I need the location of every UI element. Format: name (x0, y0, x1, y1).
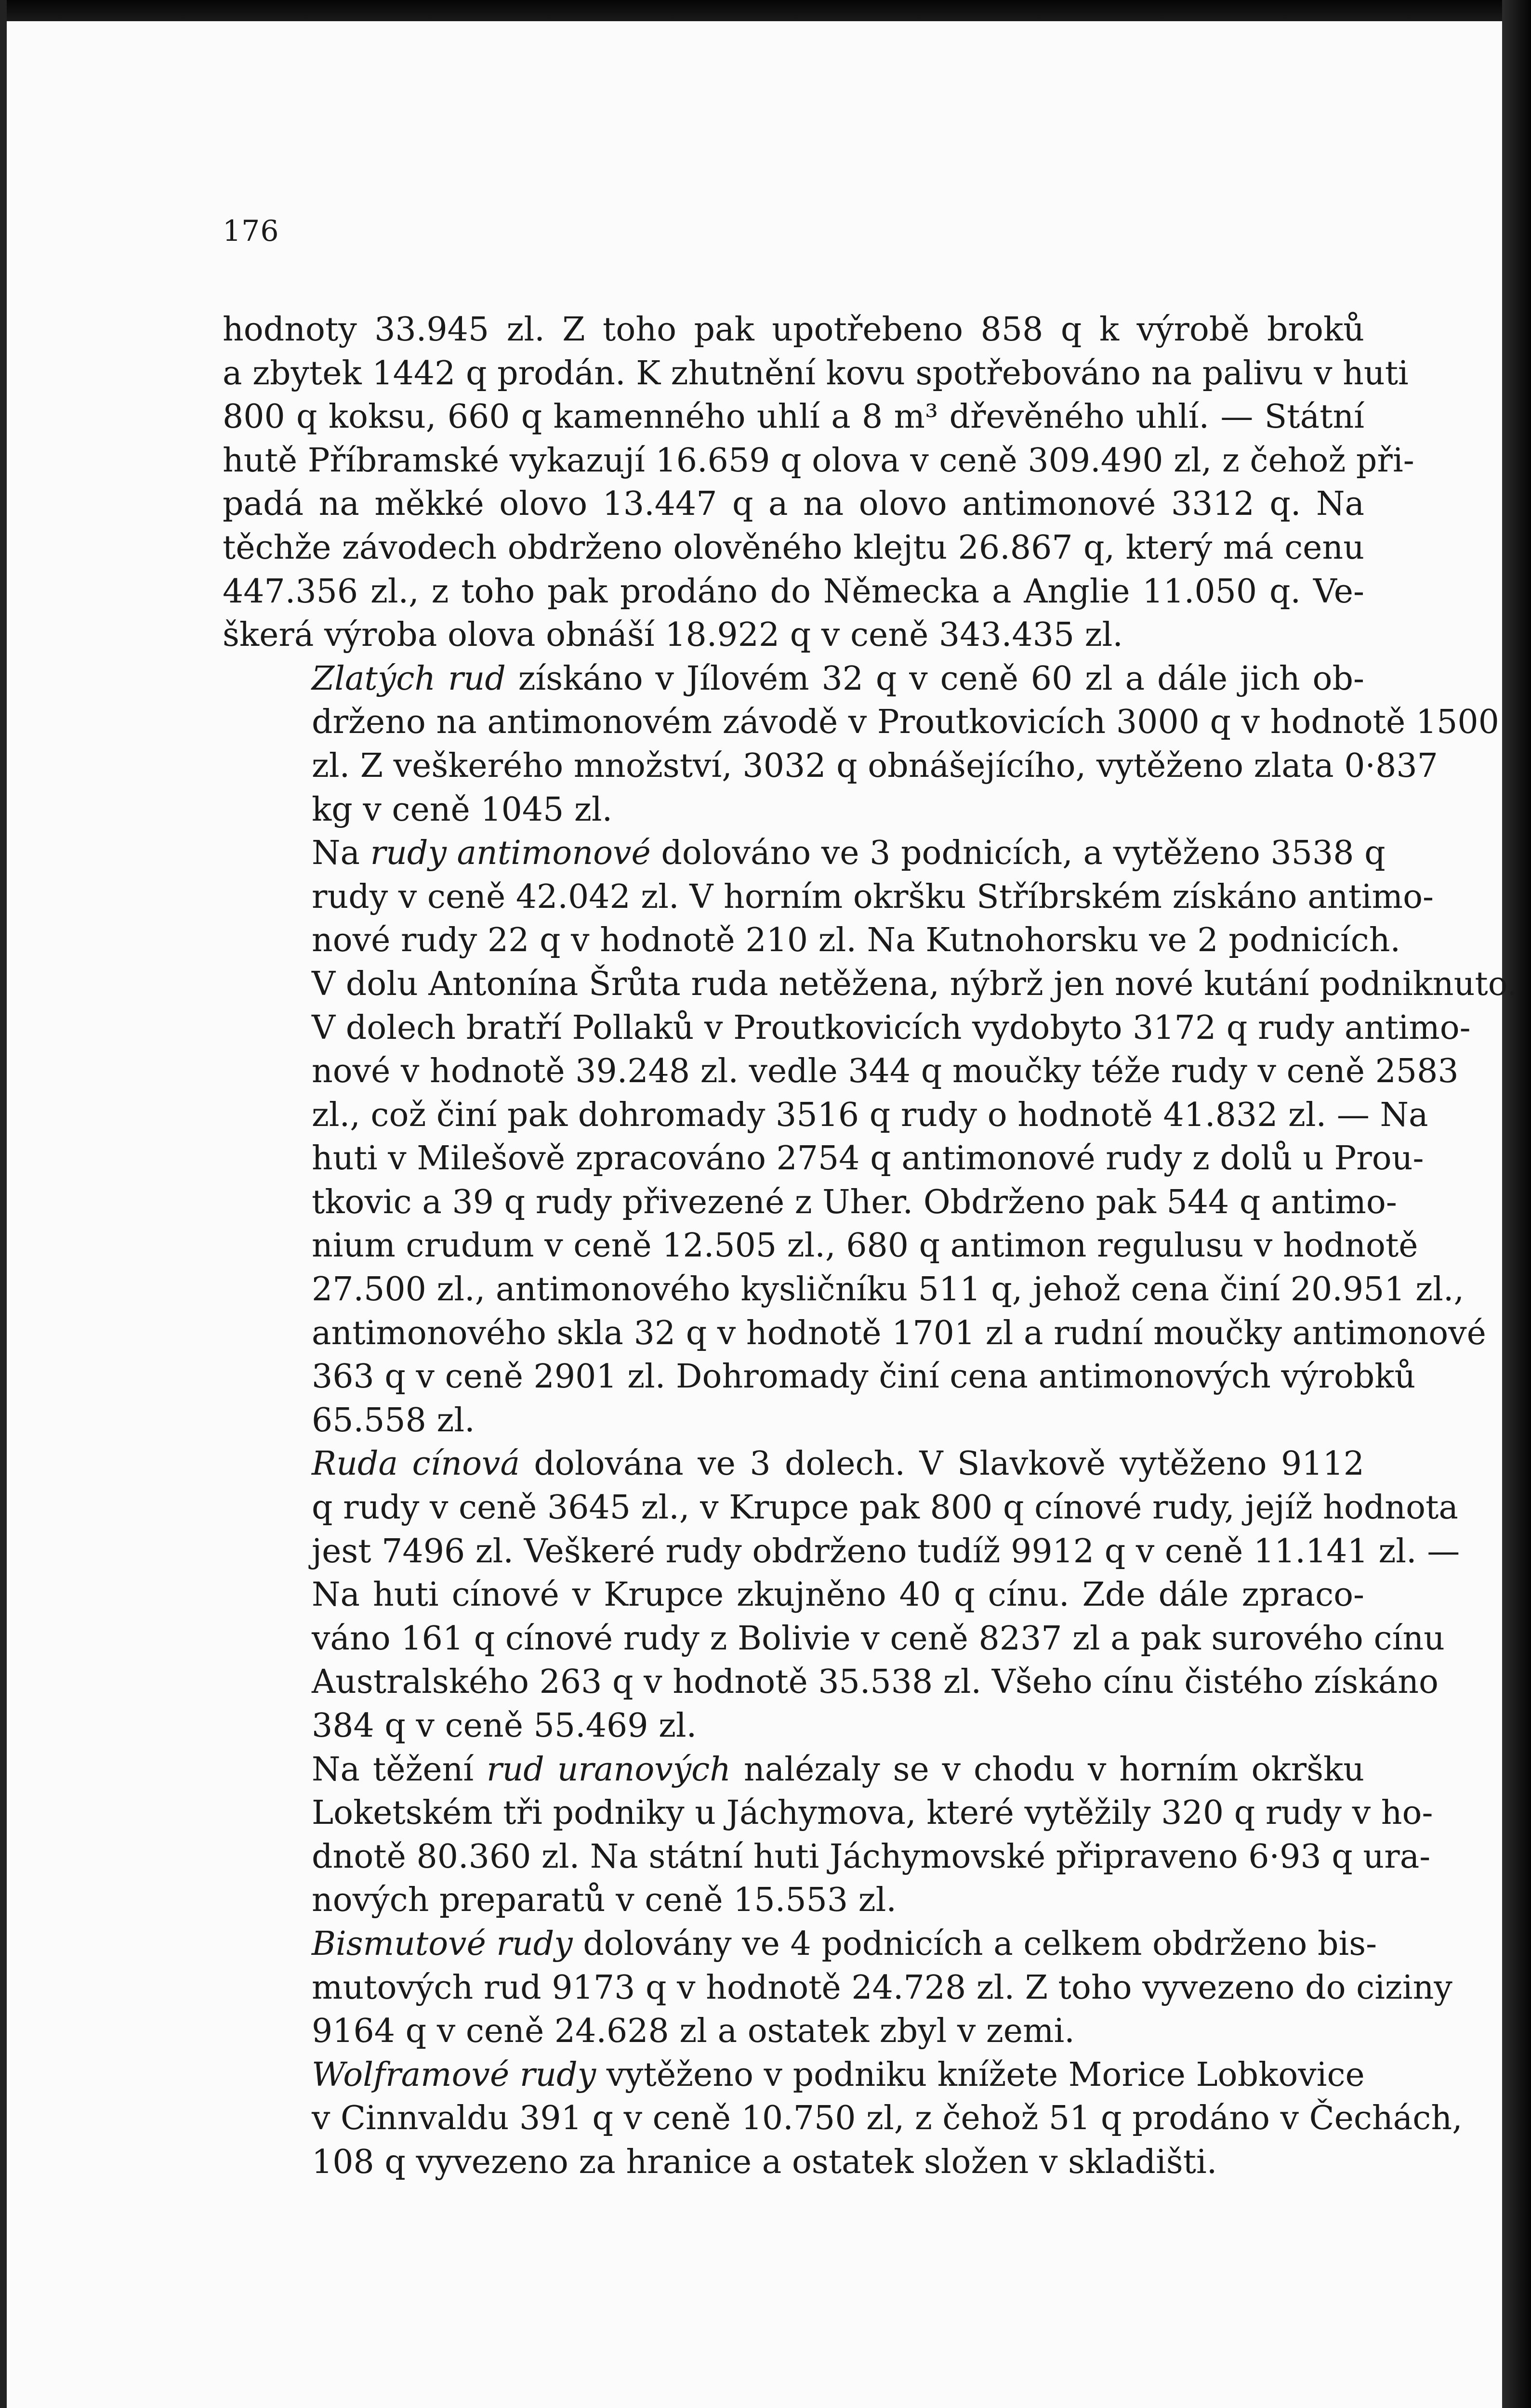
text-line (223, 1442, 1364, 1486)
line-text: v Cinnvaldu 391 q v ceně 10.750 zl, z čehož 51 q prodáno v Čechách, (312, 2099, 1463, 2138)
text-line (223, 308, 1364, 352)
text-line (223, 1573, 1364, 1617)
line-text: 108 q vyvezeno za hranice a ostatek složen v skladišti. (312, 2143, 1217, 2181)
text-line (223, 1966, 1452, 2010)
line-text: 800 q koksu, 660 q kamenného uhlí a 8 m³ dřevěného uhlí. — Státní (223, 398, 1364, 436)
text-line (223, 2010, 1364, 2054)
line-text: Na huti cínové v Krupce zkujněno 40 q cínu. Zde dále zpraco- (312, 1576, 1364, 1614)
text-line (223, 876, 1434, 919)
book-page (223, 212, 1518, 2185)
paragraph (223, 308, 1414, 657)
text-line (223, 1094, 1428, 1138)
text-line (223, 570, 1364, 614)
line-text: kg v ceně 1045 zl. (312, 790, 613, 829)
text-line (223, 832, 1386, 876)
text-line (223, 395, 1364, 439)
text-line (223, 701, 1499, 745)
paragraph (223, 832, 1518, 1442)
text-line (223, 1748, 1364, 1792)
text-line (223, 1137, 1424, 1181)
scan-edge-left (0, 0, 7, 2408)
italic-mineral-term: Ruda cínová (312, 1445, 520, 1483)
line-text: nových preparatů v ceně 15.553 zl. (312, 1881, 897, 1920)
italic-mineral-term: Wolframové rudy (312, 2055, 596, 2094)
line-text: škerá výroba olova obnáší 18.922 q v ceně 343.435 zl. (223, 616, 1123, 654)
text-line (223, 1923, 1377, 1966)
scan-edge-top (0, 0, 1531, 21)
line-text: antimonového skla 32 q v hodnotě 1701 zl a rudní moučky antimonové (312, 1314, 1486, 1352)
text-line (223, 963, 1518, 1007)
text-line (223, 1835, 1431, 1879)
paragraph-lead-text: Na těžení (312, 1750, 487, 1789)
paragraph-lead-text: Na (312, 834, 370, 873)
text-line (223, 1007, 1471, 1050)
text-line (223, 1704, 1364, 1748)
line-text: padá na měkké olovo 13.447 q a na olovo antimonové 3312 q. Na (223, 485, 1364, 523)
line-text: Australského 263 q v hodnotě 35.538 zl. Všeho cínu čistého získáno (312, 1663, 1439, 1701)
text-line (223, 1661, 1439, 1704)
line-text: huti v Milešově zpracováno 2754 q antimonové rudy z dolů u Prou- (312, 1139, 1424, 1178)
text-line (223, 1399, 1364, 1443)
text-line (223, 1181, 1397, 1225)
line-text: dolovány ve 4 podnicích a celkem obdrženo bis- (572, 1924, 1377, 1963)
line-text: a zbytek 1442 q prodán. K zhutnění kovu spotřebováno na palivu v huti (223, 354, 1409, 393)
line-text: drženo na antimonovém závodě v Proutkovicích 3000 q v hodnotě 1500 (312, 703, 1499, 742)
text-line (223, 1050, 1459, 1094)
text-line (223, 614, 1364, 657)
line-text: Loketském tři podniky u Jáchymova, které vytěžily 320 q rudy v ho- (312, 1794, 1433, 1832)
paragraph (223, 657, 1499, 832)
line-text: 384 q v ceně 55.469 zl. (312, 1707, 697, 1745)
text-line (223, 919, 1401, 963)
body-text (223, 308, 1518, 2185)
text-line (223, 1486, 1458, 1530)
line-text: tkovic a 39 q rudy přivezené z Uher. Obdrženo pak 544 q antimo- (312, 1183, 1397, 1221)
text-line (223, 1224, 1418, 1268)
line-text: 65.558 zl. (312, 1401, 475, 1440)
line-text: nium crudum v ceně 12.505 zl., 680 q antimon regulusu v hodnotě (312, 1227, 1418, 1265)
text-line (223, 788, 1364, 832)
text-line (223, 2097, 1463, 2141)
text-line (223, 483, 1364, 526)
text-line (223, 1879, 1364, 1923)
line-text: hutě Příbramské vykazují 16.659 q olova v ceně 309.490 zl, z čehož při- (223, 441, 1414, 480)
paragraph (223, 1923, 1452, 2054)
line-text: V dolech bratří Pollaků v Proutkovicích vydobyto 3172 q rudy antimo- (312, 1008, 1471, 1047)
scan-edge-right (1502, 0, 1531, 2408)
text-line (223, 745, 1438, 788)
line-text: nové rudy 22 q v hodnotě 210 zl. Na Kutnohorsku ve 2 podnicích. (312, 921, 1401, 960)
line-text: mutových rud 9173 q v hodnotě 24.728 zl. Z toho vyvezeno do ciziny (312, 1968, 1452, 2007)
paragraph (223, 2054, 1463, 2185)
line-text: dolováno ve 3 podnicích, a vytěženo 3538 q (650, 834, 1386, 873)
text-line (223, 1355, 1416, 1399)
line-text: 363 q v ceně 2901 zl. Dohromady činí cena antimonových výrobků (312, 1358, 1416, 1396)
italic-mineral-term: Zlatých rud (312, 659, 506, 698)
line-text: rudy v ceně 42.042 zl. V horním okršku Stříbrském získáno antimo- (312, 877, 1434, 916)
line-text: V dolu Antonína Šrůta ruda netěžena, nýbrž jen nové kutání podniknuto. (312, 965, 1518, 1003)
page-number: 176 (223, 214, 279, 248)
line-text: váno 161 q cínové rudy z Bolivie v ceně 8237 zl a pak surového cínu (312, 1619, 1445, 1658)
line-text: hodnoty 33.945 zl. Z toho pak upotřebeno 858 q k výrobě broků (223, 311, 1364, 349)
line-text: dolována ve 3 dolech. V Slavkově vytěženo 9112 (520, 1445, 1365, 1483)
italic-mineral-term: rudy antimonové (370, 834, 651, 873)
text-line (223, 1617, 1445, 1661)
text-line (223, 657, 1364, 701)
text-line (223, 2054, 1364, 2097)
text-line (223, 439, 1414, 483)
italic-mineral-term: Bismutové rudy (312, 1924, 573, 1963)
text-line (223, 1792, 1433, 1835)
line-text: 27.500 zl., antimonového kysličníku 511 q, jehož cena činí 20.951 zl., (312, 1270, 1465, 1309)
paragraph (223, 1573, 1445, 1748)
paragraph (223, 1748, 1433, 1923)
line-text: jest 7496 zl. Veškeré rudy obdrženo tudíž 9912 q v ceně 11.141 zl. — (312, 1532, 1460, 1570)
text-line (223, 1312, 1486, 1356)
line-text: nalézaly se v chodu v horním okršku (731, 1750, 1365, 1789)
paragraph (223, 1442, 1460, 1573)
line-text: zl. Z veškerého množství, 3032 q obnášejícího, vytěženo zlata 0·837 (312, 746, 1438, 785)
line-text: vytěženo v podniku knížete Morice Lobkovice (596, 2055, 1365, 2094)
line-text: těchže závodech obdrženo olověného klejtu 26.867 q, který má cenu (223, 528, 1364, 567)
line-text: q rudy v ceně 3645 zl., v Krupce pak 800 q cínové rudy, jejíž hodnota (312, 1489, 1458, 1527)
text-line (223, 1530, 1460, 1574)
line-text: získáno v Jílovém 32 q v ceně 60 zl a dále jich ob- (505, 659, 1364, 698)
text-line (223, 2141, 1364, 2185)
line-text: nové v hodnotě 39.248 zl. vedle 344 q moučky téže rudy v ceně 2583 (312, 1052, 1459, 1091)
italic-mineral-term: rud uranových (487, 1750, 731, 1789)
line-text: dnotě 80.360 zl. Na státní huti Jáchymovské připraveno 6·93 q ura- (312, 1837, 1431, 1876)
line-text: 447.356 zl., z toho pak prodáno do Německa a Anglie 11.050 q. Ve- (223, 572, 1364, 611)
text-line (223, 1268, 1465, 1312)
line-text: zl., což činí pak dohromady 3516 q rudy o hodnotě 41.832 zl. — Na (312, 1096, 1428, 1134)
line-text: 9164 q v ceně 24.628 zl a ostatek zbyl v zemi. (312, 2012, 1075, 2051)
text-line (223, 526, 1364, 570)
text-line (223, 352, 1409, 396)
